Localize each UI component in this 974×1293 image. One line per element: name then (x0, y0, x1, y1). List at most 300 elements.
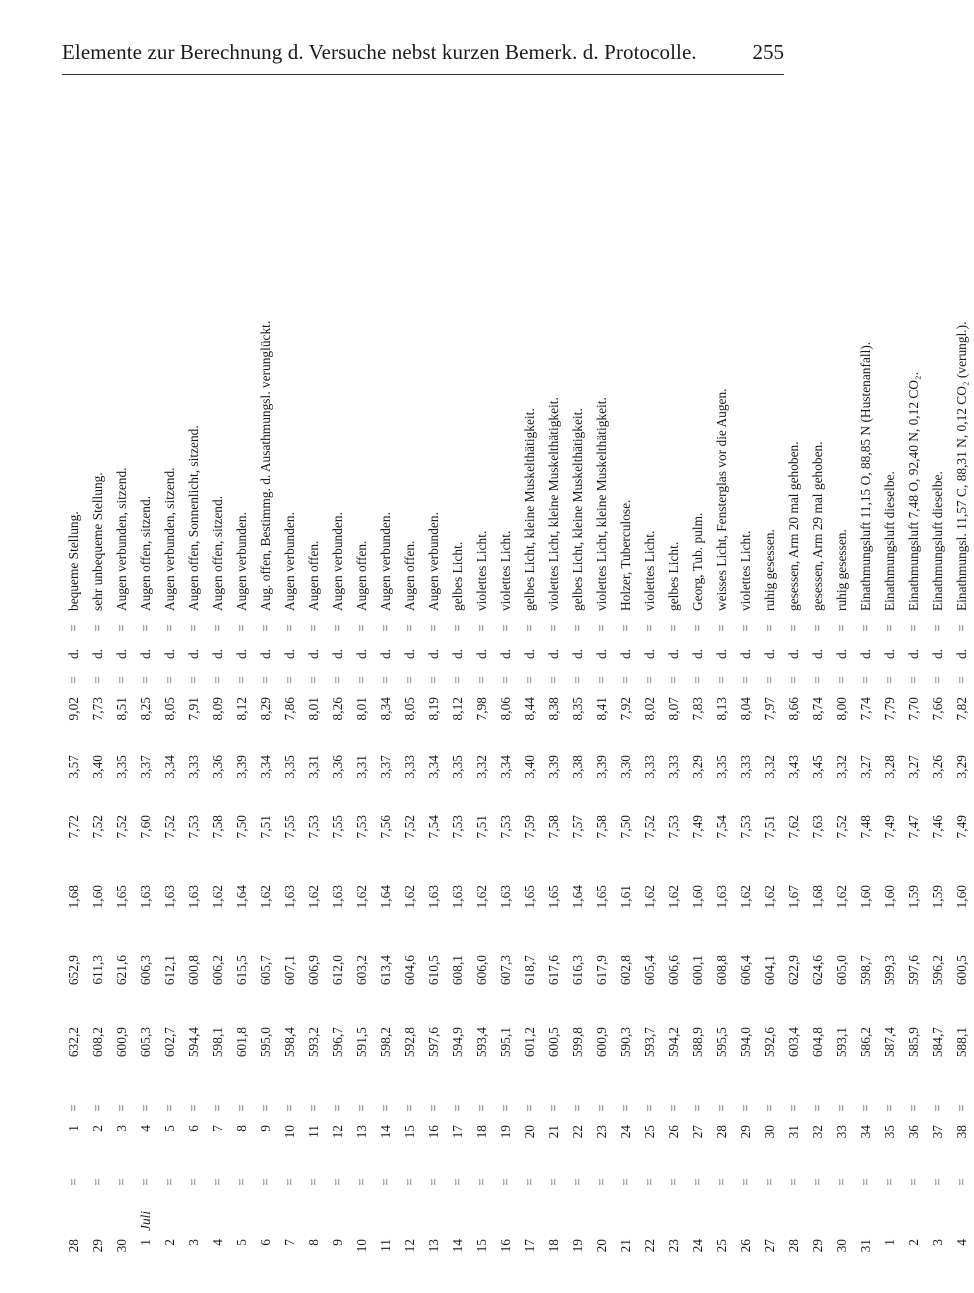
equals-cell: = (450, 624, 465, 632)
value-e-cell: 7,56 (378, 815, 393, 839)
equals-cell: = (522, 624, 537, 632)
value-b-cell: 585,9 (906, 1027, 921, 1058)
abbrev-cell: d. (882, 648, 897, 660)
value-f-cell: 3,33 (738, 755, 753, 779)
equals-cell: = (90, 1178, 105, 1186)
condition-cell: Einathmungsluft dieselbe. (882, 471, 897, 611)
equals-cell: = (186, 624, 201, 632)
equals-cell: = (450, 1104, 465, 1112)
abbrev-cell: d. (954, 648, 969, 660)
value-b-cell: 602,7 (162, 1027, 177, 1058)
equals-cell: = (882, 676, 897, 684)
equals-cell: = (618, 624, 633, 632)
equals-cell: = (906, 624, 921, 632)
equals-cell: = (930, 676, 945, 684)
condition-cell: Augen offen. (306, 540, 321, 611)
value-b-cell: 594,2 (666, 1027, 681, 1058)
value-c-cell: 599,3 (882, 955, 897, 986)
value-d-cell: 1,60 (858, 885, 873, 909)
condition-cell: Augen offen, Sonnenlicht, sitzend. (186, 425, 201, 611)
equals-cell: = (234, 1104, 249, 1112)
table-row (494, 317, 518, 1275)
rotated-table (62, 90, 969, 1275)
date-cell: 17 (522, 1239, 537, 1253)
equals-cell: = (570, 624, 585, 632)
value-b-cell: 586,2 (858, 1027, 873, 1058)
value-g-cell: 8,06 (498, 697, 513, 721)
condition-cell: violettes Licht, kleine Muskelthätigkeit. (594, 397, 609, 611)
value-d-cell: 1,62 (738, 885, 753, 909)
equals-cell: = (738, 1178, 753, 1186)
equals-cell: = (786, 676, 801, 684)
experiment-number-cell: 31 (786, 1125, 801, 1139)
date-cell: 20 (594, 1239, 609, 1253)
value-c-cell: 613,4 (378, 955, 393, 986)
equals-cell: = (666, 1178, 681, 1186)
equals-cell: = (306, 1104, 321, 1112)
equals-cell: = (306, 676, 321, 684)
equals-cell: = (810, 624, 825, 632)
value-f-cell: 3,36 (210, 755, 225, 779)
value-g-cell: 8,07 (666, 697, 681, 721)
table-row (758, 317, 782, 1275)
value-b-cell: 596,7 (330, 1027, 345, 1058)
value-e-cell: 7,46 (930, 815, 945, 839)
equals-cell: = (522, 1104, 537, 1112)
date-cell: 30 (114, 1239, 129, 1253)
condition-cell: violettes Licht. (738, 530, 753, 611)
experiment-number-cell: 25 (642, 1125, 657, 1139)
date-cell: 16 (498, 1239, 513, 1253)
equals-cell: = (498, 624, 513, 632)
value-b-cell: 594,9 (450, 1027, 465, 1058)
value-b-cell: 603,4 (786, 1027, 801, 1058)
value-b-cell: 588,1 (954, 1027, 969, 1058)
value-g-cell: 7,98 (474, 697, 489, 721)
value-g-cell: 7,66 (930, 697, 945, 721)
date-cell: 9 (330, 1239, 345, 1246)
condition-cell: Einathmungsluft dieselbe. (930, 471, 945, 611)
month-cell (398, 1195, 422, 1235)
equals-cell: = (570, 1104, 585, 1112)
date-cell: 1 (882, 1239, 897, 1246)
table-row (206, 317, 230, 1275)
table-row (374, 317, 398, 1275)
value-b-cell: 604,8 (810, 1027, 825, 1058)
value-c-cell: 608,1 (450, 955, 465, 986)
value-g-cell: 7,97 (762, 697, 777, 721)
equals-cell: = (954, 1104, 969, 1112)
value-e-cell: 7,50 (618, 815, 633, 839)
equals-cell: = (522, 1178, 537, 1186)
value-g-cell: 8,51 (114, 697, 129, 721)
value-f-cell: 3,29 (954, 755, 969, 779)
condition-cell: Augen verbunden. (282, 512, 297, 611)
abbrev-cell: d. (186, 648, 201, 660)
experiment-number-cell: 17 (450, 1125, 465, 1139)
month-cell (230, 1195, 254, 1235)
equals-cell: = (714, 1178, 729, 1186)
equals-cell: = (378, 676, 393, 684)
value-g-cell: 8,29 (258, 697, 273, 721)
equals-cell: = (234, 624, 249, 632)
value-g-cell: 7,83 (690, 697, 705, 721)
equals-cell: = (738, 676, 753, 684)
condition-cell: Holzer, Tuberculose. (618, 499, 633, 611)
date-cell: 11 (378, 1239, 393, 1252)
abbrev-cell: d. (282, 648, 297, 660)
value-g-cell: 7,70 (906, 697, 921, 721)
value-d-cell: 1,62 (402, 885, 417, 909)
abbrev-cell: d. (210, 648, 225, 660)
value-e-cell: 7,58 (210, 815, 225, 839)
value-f-cell: 3,36 (330, 755, 345, 779)
table-row (926, 317, 950, 1275)
value-d-cell: 1,65 (114, 885, 129, 909)
page-header (62, 40, 784, 72)
date-cell: 3 (930, 1239, 945, 1246)
value-f-cell: 3,57 (66, 755, 81, 779)
equals-cell: = (90, 1104, 105, 1112)
value-b-cell: 632,2 (66, 1027, 81, 1058)
value-e-cell: 7,55 (330, 815, 345, 839)
abbrev-cell: d. (906, 648, 921, 660)
experiment-number-cell: 18 (474, 1125, 489, 1139)
condition-cell: Augen verbunden. (330, 512, 345, 611)
date-cell: 12 (402, 1239, 417, 1253)
month-cell (590, 1195, 614, 1235)
experiment-number-cell: 32 (810, 1125, 825, 1139)
table-row (134, 317, 158, 1275)
value-b-cell: 605,3 (138, 1027, 153, 1058)
value-g-cell: 7,74 (858, 697, 873, 721)
value-f-cell: 3,31 (354, 755, 369, 779)
month-cell (902, 1195, 926, 1235)
value-e-cell: 7,51 (258, 815, 273, 839)
table-row (62, 317, 86, 1275)
value-f-cell: 3,35 (114, 755, 129, 779)
equals-cell: = (714, 676, 729, 684)
value-f-cell: 3,43 (786, 755, 801, 779)
table-row (110, 317, 134, 1275)
abbrev-cell: d. (258, 648, 273, 660)
condition-cell: Augen offen, sitzend. (210, 495, 225, 611)
equals-cell: = (858, 676, 873, 684)
date-cell: 19 (570, 1239, 585, 1253)
month-cell (614, 1195, 638, 1235)
date-cell: 27 (762, 1239, 777, 1253)
experiment-number-cell: 10 (282, 1125, 297, 1139)
table-row (566, 317, 590, 1275)
value-d-cell: 1,62 (474, 885, 489, 909)
value-b-cell: 591,5 (354, 1027, 369, 1058)
experiment-number-cell: 27 (690, 1125, 705, 1139)
table-row (86, 317, 110, 1275)
value-g-cell: 8,04 (738, 697, 753, 721)
date-cell: 29 (810, 1239, 825, 1253)
value-e-cell: 7,49 (882, 815, 897, 839)
equals-cell: = (306, 624, 321, 632)
month-cell (662, 1195, 686, 1235)
date-cell: 31 (858, 1239, 873, 1253)
equals-cell: = (66, 1104, 81, 1112)
condition-cell: Augen offen, sitzend. (138, 495, 153, 611)
equals-cell: = (498, 1104, 513, 1112)
value-b-cell: 593,1 (834, 1027, 849, 1058)
value-c-cell: 617,9 (594, 955, 609, 986)
value-f-cell: 3,37 (378, 755, 393, 779)
value-d-cell: 1,62 (762, 885, 777, 909)
page-number: 255 (752, 40, 784, 64)
table-row (326, 317, 350, 1275)
equals-cell: = (330, 1178, 345, 1186)
equals-cell: = (450, 1178, 465, 1186)
month-cell (254, 1195, 278, 1235)
abbrev-cell: d. (90, 648, 105, 660)
equals-cell: = (186, 1178, 201, 1186)
month-cell (494, 1195, 518, 1235)
value-e-cell: 7,51 (474, 815, 489, 839)
equals-cell: = (354, 1178, 369, 1186)
equals-cell: = (114, 1104, 129, 1112)
condition-cell: violettes Licht. (642, 530, 657, 611)
value-f-cell: 3,34 (162, 755, 177, 779)
value-d-cell: 1,63 (138, 885, 153, 909)
running-title: Elemente zur Berechnung d. Versuche nebst kurzen Bemerk. d. Protocolle. (62, 40, 697, 64)
value-c-cell: 606,9 (306, 955, 321, 986)
experiment-number-cell: 1 (66, 1125, 81, 1132)
value-c-cell: 602,8 (618, 955, 633, 986)
value-g-cell: 8,66 (786, 697, 801, 721)
value-d-cell: 1,60 (954, 885, 969, 909)
value-d-cell: 1,68 (810, 885, 825, 909)
table-row (158, 317, 182, 1275)
value-b-cell: 588,9 (690, 1027, 705, 1058)
value-g-cell: 8,34 (378, 697, 393, 721)
condition-cell: gelbes Licht. (666, 541, 681, 611)
condition-cell: ruhig gesessen. (834, 529, 849, 611)
equals-cell: = (378, 1104, 393, 1112)
equals-cell: = (474, 1178, 489, 1186)
value-e-cell: 7,51 (762, 815, 777, 839)
equals-cell: = (642, 676, 657, 684)
equals-cell: = (402, 1178, 417, 1186)
value-e-cell: 7,55 (282, 815, 297, 839)
value-g-cell: 9,02 (66, 697, 81, 721)
experiment-number-cell: 36 (906, 1125, 921, 1139)
value-b-cell: 600,9 (594, 1027, 609, 1058)
equals-cell: = (642, 1104, 657, 1112)
condition-cell: Einathmungsluft 7,48 O, 92,40 N, 0,12 CO₂. (906, 372, 921, 611)
equals-cell: = (738, 1104, 753, 1112)
value-e-cell: 7,63 (810, 815, 825, 839)
abbrev-cell: d. (378, 648, 393, 660)
value-e-cell: 7,53 (306, 815, 321, 839)
equals-cell: = (66, 1178, 81, 1186)
abbrev-cell: d. (762, 648, 777, 660)
value-g-cell: 7,79 (882, 697, 897, 721)
value-f-cell: 3,32 (762, 755, 777, 779)
date-cell: 28 (66, 1239, 81, 1253)
experiment-number-cell: 5 (162, 1125, 177, 1132)
equals-cell: = (906, 1104, 921, 1112)
abbrev-cell: d. (930, 648, 945, 660)
experiment-number-cell: 4 (138, 1125, 153, 1132)
abbrev-cell: d. (306, 648, 321, 660)
month-cell (806, 1195, 830, 1235)
equals-cell: = (858, 1104, 873, 1112)
equals-cell: = (882, 1104, 897, 1112)
table-row (830, 317, 854, 1275)
date-cell: 21 (618, 1239, 633, 1253)
value-c-cell: 600,5 (954, 955, 969, 986)
value-e-cell: 7,48 (858, 815, 873, 839)
condition-cell: violettes Licht, kleine Muskelthätigkeit. (546, 397, 561, 611)
value-e-cell: 7,60 (138, 815, 153, 839)
value-g-cell: 8,00 (834, 697, 849, 721)
experiment-number-cell: 21 (546, 1125, 561, 1139)
equals-cell: = (594, 676, 609, 684)
value-e-cell: 7,52 (90, 815, 105, 839)
month-cell (374, 1195, 398, 1235)
date-cell: 3 (186, 1239, 201, 1246)
value-d-cell: 1,64 (234, 885, 249, 909)
table-row (398, 317, 422, 1275)
month-cell (878, 1195, 902, 1235)
value-e-cell: 7,54 (426, 815, 441, 839)
equals-cell: = (210, 624, 225, 632)
value-g-cell: 7,91 (186, 697, 201, 721)
value-d-cell: 1,62 (258, 885, 273, 909)
abbrev-cell: d. (474, 648, 489, 660)
month-cell (782, 1195, 806, 1235)
value-f-cell: 3,27 (906, 755, 921, 779)
equals-cell: = (666, 624, 681, 632)
equals-cell: = (426, 1104, 441, 1112)
value-f-cell: 3,39 (594, 755, 609, 779)
value-c-cell: 600,8 (186, 955, 201, 986)
equals-cell: = (186, 676, 201, 684)
value-d-cell: 1,64 (378, 885, 393, 909)
value-b-cell: 595,1 (498, 1027, 513, 1058)
value-g-cell: 8,01 (354, 697, 369, 721)
month-cell (326, 1195, 350, 1235)
equals-cell: = (114, 1178, 129, 1186)
experiment-number-cell: 11 (306, 1125, 321, 1138)
value-e-cell: 7,57 (570, 815, 585, 839)
value-d-cell: 1,63 (498, 885, 513, 909)
value-d-cell: 1,64 (570, 885, 585, 909)
value-e-cell: 7,62 (786, 815, 801, 839)
value-f-cell: 3,37 (138, 755, 153, 779)
value-g-cell: 7,86 (282, 697, 297, 721)
value-c-cell: 615,5 (234, 955, 249, 986)
abbrev-cell: d. (810, 648, 825, 660)
value-f-cell: 3,33 (642, 755, 657, 779)
value-b-cell: 594,0 (738, 1027, 753, 1058)
value-d-cell: 1,59 (930, 885, 945, 909)
condition-cell: violettes Licht. (474, 530, 489, 611)
value-d-cell: 1,63 (450, 885, 465, 909)
value-e-cell: 7,53 (354, 815, 369, 839)
table-row (950, 317, 974, 1275)
table-row (302, 317, 326, 1275)
equals-cell: = (786, 1178, 801, 1186)
value-e-cell: 7,52 (114, 815, 129, 839)
value-b-cell: 593,7 (642, 1027, 657, 1058)
equals-cell: = (594, 1178, 609, 1186)
equals-cell: = (954, 676, 969, 684)
equals-cell: = (186, 1104, 201, 1112)
equals-cell: = (618, 1104, 633, 1112)
date-cell: 15 (474, 1239, 489, 1253)
value-b-cell: 608,2 (90, 1027, 105, 1058)
table-row (470, 317, 494, 1275)
value-g-cell: 8,05 (162, 697, 177, 721)
abbrev-cell: d. (66, 648, 81, 660)
equals-cell: = (762, 1104, 777, 1112)
table-row (542, 317, 566, 1275)
value-e-cell: 7,52 (642, 815, 657, 839)
value-f-cell: 3,40 (90, 755, 105, 779)
equals-cell: = (594, 1104, 609, 1112)
abbrev-cell: d. (402, 648, 417, 660)
equals-cell: = (930, 1104, 945, 1112)
value-f-cell: 3,40 (522, 755, 537, 779)
value-d-cell: 1,62 (306, 885, 321, 909)
value-d-cell: 1,59 (906, 885, 921, 909)
equals-cell: = (810, 676, 825, 684)
month-cell (86, 1195, 110, 1235)
equals-cell: = (378, 624, 393, 632)
value-c-cell: 606,0 (474, 955, 489, 986)
table-row (806, 317, 830, 1275)
table-row (590, 317, 614, 1275)
value-g-cell: 8,44 (522, 697, 537, 721)
condition-cell: Augen offen. (402, 540, 417, 611)
value-f-cell: 3,33 (402, 755, 417, 779)
value-f-cell: 3,26 (930, 755, 945, 779)
table-row (446, 317, 470, 1275)
value-b-cell: 590,3 (618, 1027, 633, 1058)
equals-cell: = (210, 1104, 225, 1112)
condition-cell: Augen verbunden. (426, 512, 441, 611)
value-f-cell: 3,30 (618, 755, 633, 779)
equals-cell: = (786, 624, 801, 632)
equals-cell: = (90, 624, 105, 632)
abbrev-cell: d. (546, 648, 561, 660)
value-d-cell: 1,63 (330, 885, 345, 909)
abbrev-cell: d. (642, 648, 657, 660)
equals-cell: = (354, 676, 369, 684)
date-cell: 7 (282, 1239, 297, 1246)
experiment-number-cell: 12 (330, 1125, 345, 1139)
condition-cell: gelbes Licht. (450, 541, 465, 611)
value-e-cell: 7,50 (234, 815, 249, 839)
equals-cell: = (330, 676, 345, 684)
value-c-cell: 604,1 (762, 955, 777, 986)
experiment-number-cell: 35 (882, 1125, 897, 1139)
condition-cell: Augen verbunden, sitzend. (114, 467, 129, 611)
date-cell: 28 (786, 1239, 801, 1253)
month-cell (302, 1195, 326, 1235)
equals-cell: = (690, 676, 705, 684)
value-c-cell: 603,2 (354, 955, 369, 986)
equals-cell: = (546, 624, 561, 632)
value-f-cell: 3,34 (426, 755, 441, 779)
date-cell: 10 (354, 1239, 369, 1253)
value-f-cell: 3,34 (258, 755, 273, 779)
